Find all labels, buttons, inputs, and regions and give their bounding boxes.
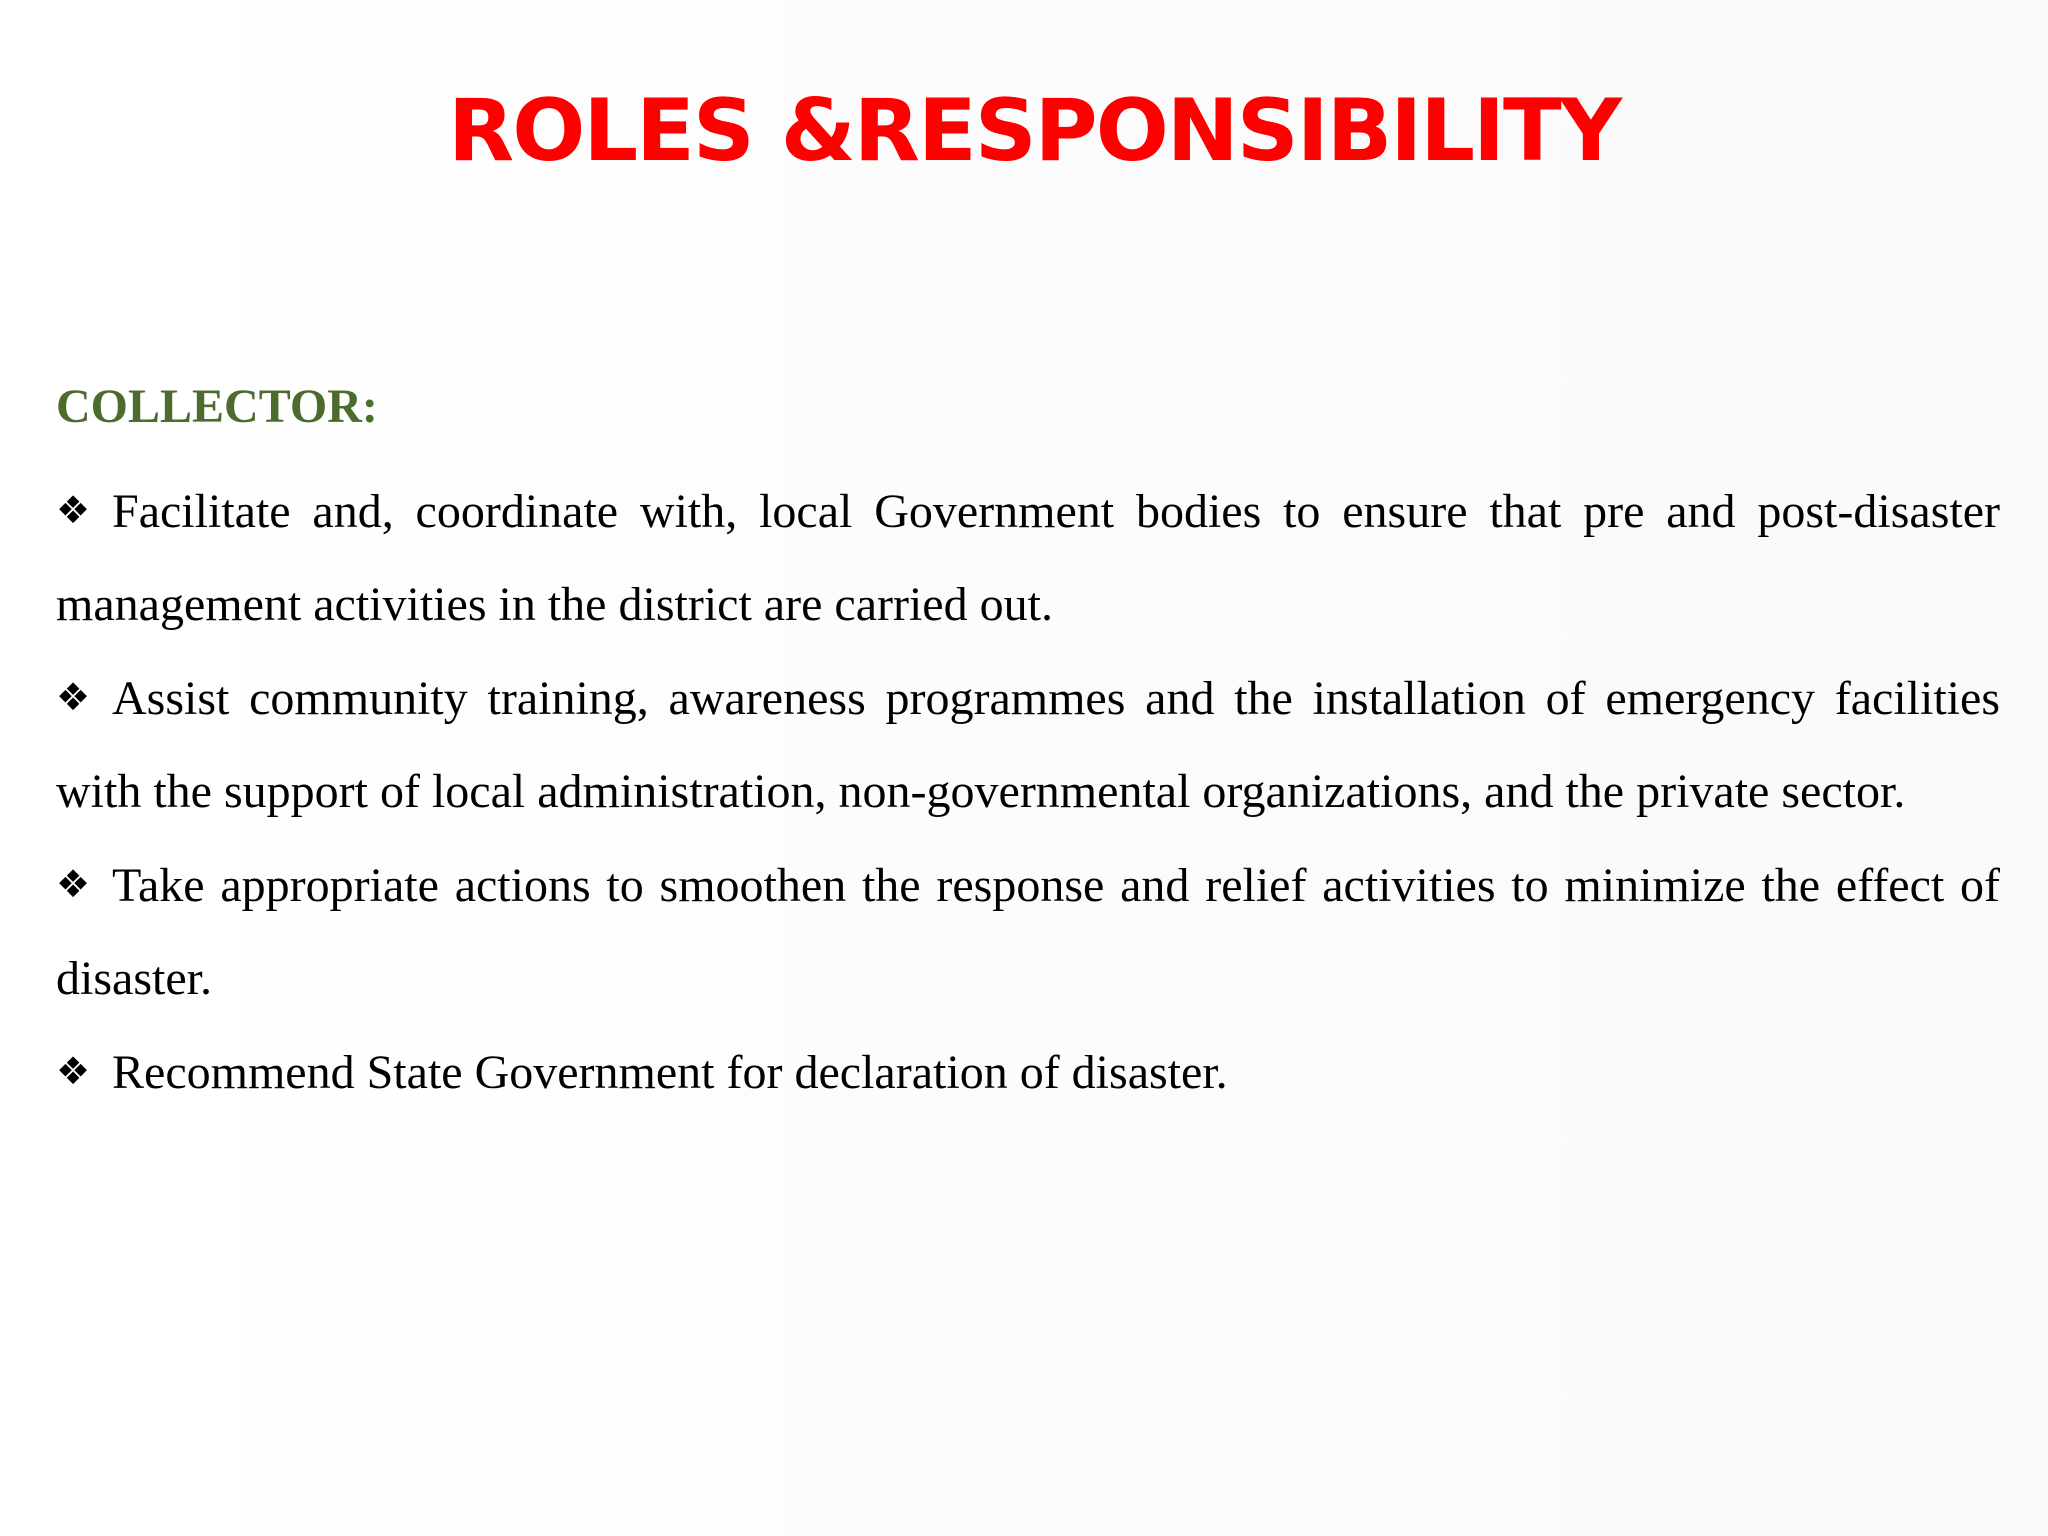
diamond-bullet-icon: ❖	[56, 1049, 91, 1093]
bullet-text: Facilitate and, coordinate with, local Government bodies to ensure that pre and post-disaster management activities in the district are carried out.	[56, 485, 2000, 631]
diamond-bullet-icon: ❖	[56, 862, 91, 906]
bullet-item	[56, 651, 2000, 838]
bullet-text: Take appropriate actions to smoothen the response and relief activities to minimize the effect of disaster.	[56, 859, 2000, 1005]
slide-content	[56, 372, 2000, 1120]
bullet-item	[56, 464, 2000, 651]
bullet-text: Assist community training, awareness programmes and the installation of emergency facilities with the support of local administration, non-governmental organizations, and the private sector.	[56, 672, 2000, 818]
bullet-item	[56, 838, 2000, 1025]
section-heading: COLLECTOR:	[56, 380, 378, 433]
bullet-item	[56, 1025, 2000, 1120]
diamond-bullet-icon: ❖	[56, 675, 91, 719]
slide-title: ROLES &RESPONSIBILITY	[448, 81, 1620, 181]
bullet-text: Recommend State Government for declaration of disaster.	[112, 1046, 1228, 1099]
diamond-bullet-icon: ❖	[56, 488, 91, 532]
